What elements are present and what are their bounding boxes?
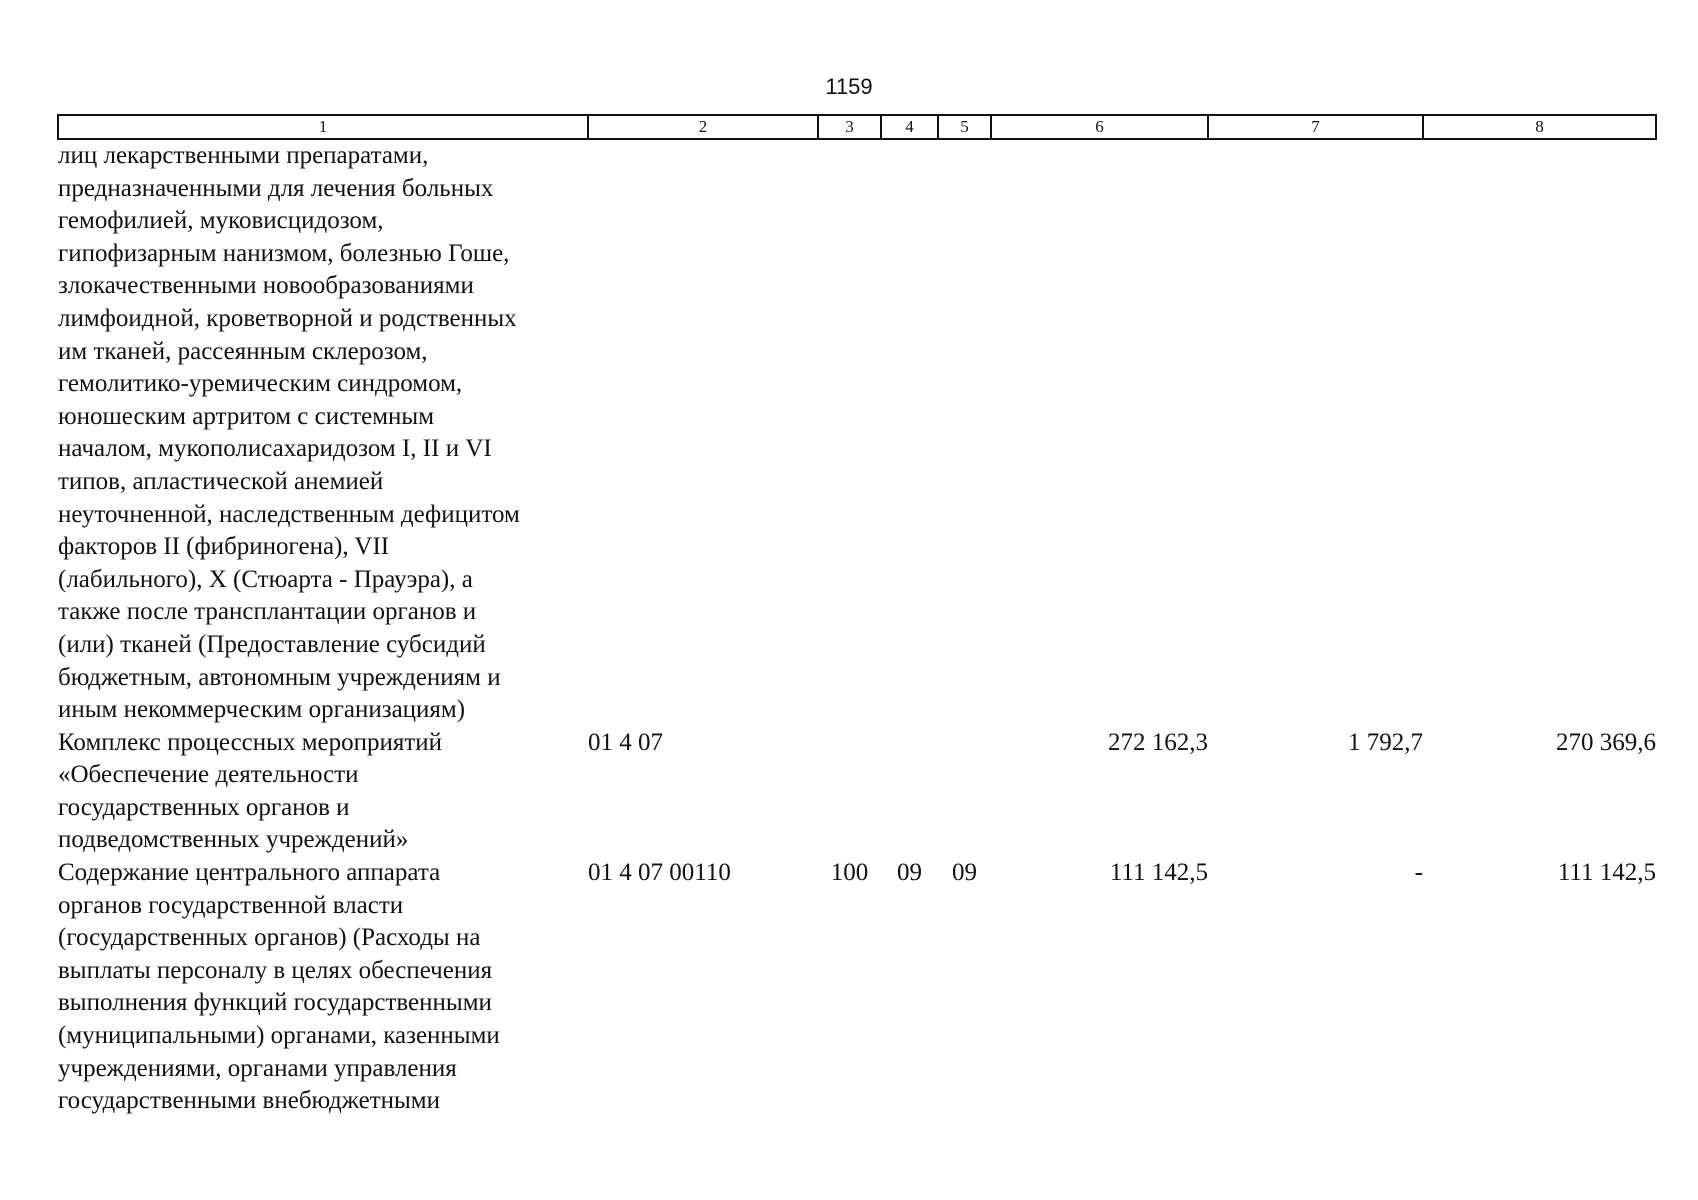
description-line: государственных органов и [58,793,350,821]
row-col-7 [1208,139,1423,727]
row-col-8 [1423,139,1656,727]
header-col-5: 5 [938,115,991,139]
header-row [58,115,1656,139]
description-line: органов государственной власти [58,891,404,919]
description-line: гемофилией, муковисцидозом, [58,207,384,235]
description-line: государственными внебюджетными [58,1087,441,1115]
description-line: выплаты персоналу в целях обеспечения [58,956,493,984]
header-col-4: 4 [881,115,938,139]
description-line: типов, апластической анемией [58,467,384,495]
description-line: злокачественными новообразованиями [58,272,474,300]
row-code: 01 4 07 00110 [588,859,731,887]
row-description [58,727,588,857]
row-code [588,139,818,727]
description-line: (муниципальными) органами, казенными [58,1022,500,1050]
row-col-6: 272 162,3 [1108,728,1208,756]
description-line: подведомственных учреждений» [58,826,409,854]
description-line: выполнения функций государственными [58,989,492,1017]
description-line: им тканей, рассеянным склерозом, [58,337,428,365]
header-col-3: 3 [818,115,881,139]
description-line: также после трансплантации органов и [58,598,477,626]
row-col-3 [818,727,881,857]
description-line: юношеским артритом с системным [58,402,435,430]
header-col-1: 1 [58,115,588,139]
row-col-8: 270 369,6 [1556,728,1656,756]
description-line: Содержание центрального аппарата [58,859,441,887]
row-code: 01 4 07 [588,728,663,756]
description-line: факторов II (фибриногена), VII [58,533,390,561]
row-col-3: 100 [830,859,869,887]
description-line: гипофизарным нанизмом, болезнью Гоше, [58,239,510,267]
page-number: 1159 [825,74,873,99]
row-col-4 [881,727,938,857]
description-line: «Обеспечение деятельности [58,761,359,789]
budget-table [57,114,1657,1118]
row-col-5: 09 [952,859,977,887]
row-col-6 [991,139,1208,727]
row-col-5 [938,139,991,727]
row-col-3 [818,139,881,727]
description-line: неуточненной, наследственным дефицитом [58,500,520,528]
row-col-4: 09 [897,859,922,887]
description-line: иным некоммерческим организациям) [58,696,466,724]
row-description [58,139,588,727]
description-line: началом, мукополисахаридозом I, II и VI [58,435,492,463]
row-col-6: 111 142,5 [1109,859,1208,887]
description-line: лиц лекарственными препаратами, [58,142,429,169]
description-line: Комплекс процессных мероприятий [58,728,443,756]
description-line: учреждениями, органами управления [58,1054,457,1082]
description-line: (или) тканей (Предоставление субсидий [58,630,486,658]
description-line: предназначенными для лечения больных [58,174,494,202]
row-col-7: - [1414,859,1423,887]
description-line: (лабильного), X (Стюарта - Прауэра), а [58,565,473,593]
row-col-5 [938,727,991,857]
table-row [58,857,1656,1118]
table-row [58,727,1656,857]
description-line: бюджетным, автономным учреждениям и [58,663,501,691]
description-line: (государственных органов) (Расходы на [58,924,481,952]
row-col-4 [881,139,938,727]
header-col-6: 6 [991,115,1208,139]
header-col-8: 8 [1423,115,1656,139]
description-line: гемолитико-уремическим синдромом, [58,370,463,398]
row-col-7: 1 792,7 [1348,728,1423,756]
header-col-7: 7 [1208,115,1423,139]
header-col-2: 2 [588,115,818,139]
row-description [58,857,588,1118]
row-col-8: 111 142,5 [1557,859,1656,887]
description-line: лимфоидной, кроветворной и родственных [58,304,517,332]
table-row [58,139,1656,727]
